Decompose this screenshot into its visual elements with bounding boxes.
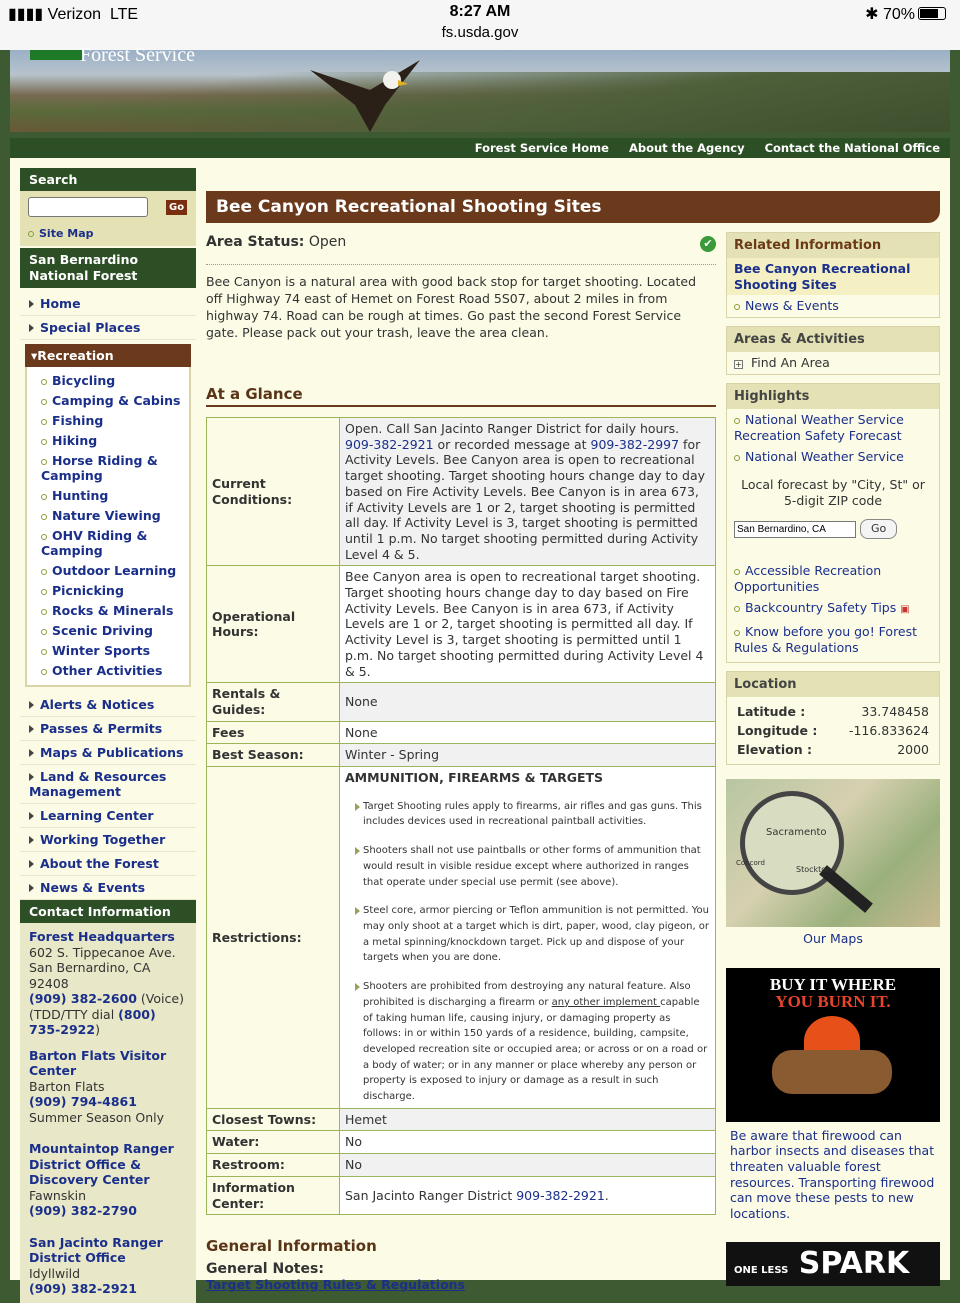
table-row: Restroom: No <box>207 1154 716 1177</box>
page-body <box>10 158 950 1296</box>
page-title: Bee Canyon Recreational Shooting Sites <box>206 191 940 223</box>
table-row: Restrictions: AMMUNITION, FIREARMS & TARGETS Target Shooting rules apply to firearms, air rifles and gas guns. This includes devices used in recreational paintball activities. Shooters shall not use paintballs or other forms of ammunition that would result in visible residue except where authorized in ranges that operate under special use permit (see above). Steel core, armor piercing or Teflon ammunition is not permitted. You may only shoot at a target which is dirt, paper, wood, clay pigeon, or a metal spinning/knockdown target. Pick up and dispose of your targets when you are done. Shooters are prohibited from destroying any natural feature. Also prohibited is discharging a firearm or any other implement capable of taking human life, causing injury, or damaging property as follows: in or within 150 yards of a residence, building, campsite, developed recreation site or occupied area; or across or on a road or a body of water; or in any manner or place whereby any person or property is exposed to injury or damage as a result in such discharge. <box>207 767 716 1109</box>
agency-name: Forest Service <box>80 44 195 66</box>
firewood-text: Be aware that firewood can harbor insects and diseases that threaten valuable forest resources. Transporting firewood can move these pests to new locations. <box>730 1127 935 1222</box>
general-notes: General Notes: <box>206 1261 324 1278</box>
signal-icon: ▮▮▮▮ <box>8 6 44 23</box>
table-row: Water: No <box>207 1131 716 1154</box>
right-sidebar: Related Information Bee Canyon Recreational Shooting Sites News & Events Areas & Activities + Find An Area Highlights National Weather Service Recreation Safety Forecast National Weather Service Local forecast by "City, St" or 5-digit ZIP code San Bernardino, CA Go Accessible Recreation Opportunities Backcountry Safety Tips ▣ Know before you go! Forest Rules & Regulations Location Latitude : 33.748458 Longitude : -116.833624 Elevation : 2000 Sacramento Stockton Concord Our Maps BUY IT WHERE YOU BURN IT. Be aware that firewood can harbor insects and diseases that threaten valuable forest resources. Transporting firewood can move these pests to new locations. ONE LESS SPARK <box>726 232 940 1286</box>
rec-item[interactable]: Winter Sports <box>27 641 189 661</box>
rec-item[interactable]: Horse Riding & Camping <box>41 453 158 483</box>
barton-flats-name[interactable]: Barton Flats Visitor Center <box>29 1047 167 1078</box>
mt-phone[interactable]: (909) 382-2790 <box>29 1203 137 1218</box>
location-table: Latitude : 33.748458 Longitude : -116.833624 Elevation : 2000 <box>737 703 929 757</box>
address-bar[interactable]: fs.usda.gov <box>441 24 519 41</box>
table-row: Information Center: San Jacinto Ranger District 909-382-2921. <box>207 1176 716 1214</box>
nav-learning[interactable]: Learning Center <box>40 808 154 823</box>
pdf-icon: ▣ <box>900 604 910 616</box>
nav-alerts[interactable]: Alerts & Notices <box>40 697 155 712</box>
recreation-list <box>25 367 191 687</box>
glance-table <box>206 417 716 1215</box>
related-heading: Related Information <box>727 233 939 258</box>
carrier: Verizon <box>47 6 102 23</box>
san-jacinto-name[interactable]: San Jacinto Ranger District Office <box>29 1234 163 1265</box>
table-row: Best Season: Winter - Spring <box>207 744 716 767</box>
news-link[interactable]: News & Events <box>745 298 839 314</box>
nws-forecast-link[interactable]: National Weather Service Recreation Safety Forecast <box>734 411 904 443</box>
rec-item[interactable]: Fishing <box>27 411 189 431</box>
rules-link[interactable]: Know before you go! Forest Rules & Regulations <box>734 624 918 655</box>
nav-about-agency[interactable]: About the Agency <box>628 141 745 155</box>
phone-link[interactable]: 909-382-2921 <box>345 436 434 452</box>
our-maps-link[interactable]: Our Maps <box>803 930 863 946</box>
battery-percent: 70% <box>882 6 915 23</box>
sj-phone[interactable]: (909) 382-2921 <box>29 1281 137 1296</box>
nav-news[interactable]: News & Events <box>40 880 146 895</box>
battery-icon <box>918 7 946 20</box>
table-row: Current Conditions: Open. Call San Jacinto Ranger District for daily hours. 909-382-2921 or recorded message at 909-382-2997 for Activity Levels. Bee Canyon area is open to recreational target shooting. Target shooting hours change day to day based on Fire Activity Levels. Bee Canyon is in area 673, if Activity Levels are 1 or 2, target shooting is permitted all day. If Activity Level is 3, target shooting is permitted until 1 p.m. No target shooting permitted during Activity Level 4 & 5. <box>207 418 716 566</box>
bf-phone[interactable]: (909) 794-4861 <box>29 1094 137 1109</box>
forest-name: San Bernardino National Forest <box>20 248 196 288</box>
hq-name[interactable]: Forest Headquarters <box>29 929 175 944</box>
phone-link[interactable]: 909-382-2921 <box>516 1187 605 1203</box>
forecast-input[interactable] <box>734 521 856 538</box>
forest-nav <box>20 288 196 900</box>
related-current[interactable]: Bee Canyon Recreational Shooting Sites <box>727 258 939 295</box>
accessible-link[interactable]: Accessible Recreation Opportunities <box>734 563 882 594</box>
rec-item[interactable]: Camping & Cabins <box>27 391 189 411</box>
rec-item[interactable]: Other Activities <box>27 661 189 681</box>
one-less-spark-ad[interactable]: ONE LESS SPARK <box>726 1242 940 1286</box>
location-heading: Location <box>727 672 939 697</box>
rules-link[interactable]: Target Shooting Rules & Regulations <box>206 1277 465 1293</box>
phone-link[interactable]: 909-382-2997 <box>590 436 680 452</box>
areas-heading: Areas & Activities <box>727 327 939 352</box>
forecast-go-button[interactable]: Go <box>860 519 897 539</box>
arrow-icon <box>29 324 34 332</box>
area-status: Area Status: Open <box>206 234 347 250</box>
nav-working[interactable]: Working Together <box>40 832 166 847</box>
contact-info: Forest Headquarters 602 S. Tippecanoe Ave. San Bernardino, CA 92408 (909) 382-2600 (Voice) (TDD/TTY dial (800) 735-2922) Barton Flats Visitor Center Barton Flats (909) 794-4861 Summer Season Only Mountaintop Ranger District Office & Discovery Center Fawnskin (909) 382-2790 San Jacinto Ranger District Office Idyllwild (909) 382-2921 <box>20 923 196 1303</box>
tdd-phone[interactable]: (800) 735-2922 <box>29 1006 156 1037</box>
search-input[interactable] <box>28 197 148 217</box>
general-info-heading: General Information <box>206 1237 377 1256</box>
nav-about-forest[interactable]: About the Forest <box>40 856 159 871</box>
nav-special-places[interactable]: Special Places <box>40 320 141 335</box>
nws-link[interactable]: National Weather Service <box>745 449 904 465</box>
nav-home[interactable]: Home <box>40 296 81 311</box>
nav-maps[interactable]: Maps & Publications <box>40 745 184 760</box>
nav-passes[interactable]: Passes & Permits <box>40 721 163 736</box>
rec-item[interactable]: OHV Riding & Camping <box>41 528 148 558</box>
site-map-link[interactable]: Site Map <box>39 227 94 240</box>
caret-down-icon: ▾ <box>31 348 38 363</box>
table-row: Rentals & Guides: None <box>207 683 716 721</box>
nav-contact-national-office[interactable]: Contact the National Office <box>764 141 940 155</box>
rec-item[interactable]: Picnicking <box>27 581 189 601</box>
usda-logo[interactable] <box>30 50 82 60</box>
rec-item[interactable]: Scenic Driving <box>27 621 189 641</box>
top-nav <box>10 138 950 158</box>
rec-item[interactable]: Hiking <box>27 431 189 451</box>
expand-icon[interactable]: + <box>735 360 742 370</box>
nav-forest-service-home[interactable]: Forest Service Home <box>474 141 609 155</box>
contact-heading: Contact Information <box>20 900 196 923</box>
nav-land[interactable]: Land & Resources Management <box>29 769 167 799</box>
eagle-image <box>300 50 430 132</box>
bullet-icon <box>28 231 34 237</box>
table-row: Operational Hours: Bee Canyon area is open to recreational target shooting. Target shooting hours change day to day based on Fire Activity Levels. Bee Canyon is in area 673, if Activity Levels are 1 or 2, target shooting is permitted all day. If Activity Level is 3, target shooting is permitted until 1 p.m. No target shooting permitted during Activity Level 4 & 5. <box>207 566 716 683</box>
search-go-button[interactable]: Go <box>166 200 187 215</box>
check-icon: ✔ <box>700 236 716 252</box>
nav-recreation[interactable]: ▾Recreation <box>25 344 191 367</box>
arrow-icon <box>29 300 34 308</box>
hq-phone[interactable]: (909) 382-2600 <box>29 991 137 1006</box>
left-sidebar <box>20 168 196 1303</box>
backcountry-link[interactable]: Backcountry Safety Tips <box>745 600 897 616</box>
search-heading: Search <box>20 168 196 191</box>
table-row: Fees None <box>207 721 716 744</box>
network: LTE <box>109 6 139 23</box>
firewood-ad[interactable]: BUY IT WHERE YOU BURN IT. <box>726 968 940 1122</box>
rec-item[interactable]: Rocks & Minerals <box>27 601 189 621</box>
description: Bee Canyon is a natural area with good back stop for target shooting. Located off Highway 74 east of Hemet on Forest Road 5S07, about 2 miles in from highway 74. Road can be rough at times. Go past the second Forest Service gate. Please pack out your trash, leave the area clean. <box>206 264 716 341</box>
clock: 8:27 AM <box>449 3 511 20</box>
at-a-glance-heading: At a Glance <box>206 385 716 407</box>
bluetooth-icon: ✱ <box>865 6 879 23</box>
maps-image[interactable]: Sacramento Stockton Concord <box>726 779 940 927</box>
rec-item[interactable]: Outdoor Learning <box>27 561 189 581</box>
find-area[interactable]: Find An Area <box>751 355 830 371</box>
rec-item[interactable]: Hunting <box>27 486 189 506</box>
rec-item[interactable]: Bicycling <box>27 371 189 391</box>
search-box <box>20 191 196 246</box>
site-banner <box>10 44 950 132</box>
rec-item[interactable]: Nature Viewing <box>27 506 189 526</box>
table-row: Closest Towns: Hemet <box>207 1108 716 1131</box>
ios-status-bar <box>0 0 960 50</box>
main-content <box>206 228 716 1293</box>
highlights-heading: Highlights <box>727 384 939 409</box>
mountaintop-name[interactable]: Mountaintop Ranger District Office & Discovery Center <box>29 1141 174 1187</box>
